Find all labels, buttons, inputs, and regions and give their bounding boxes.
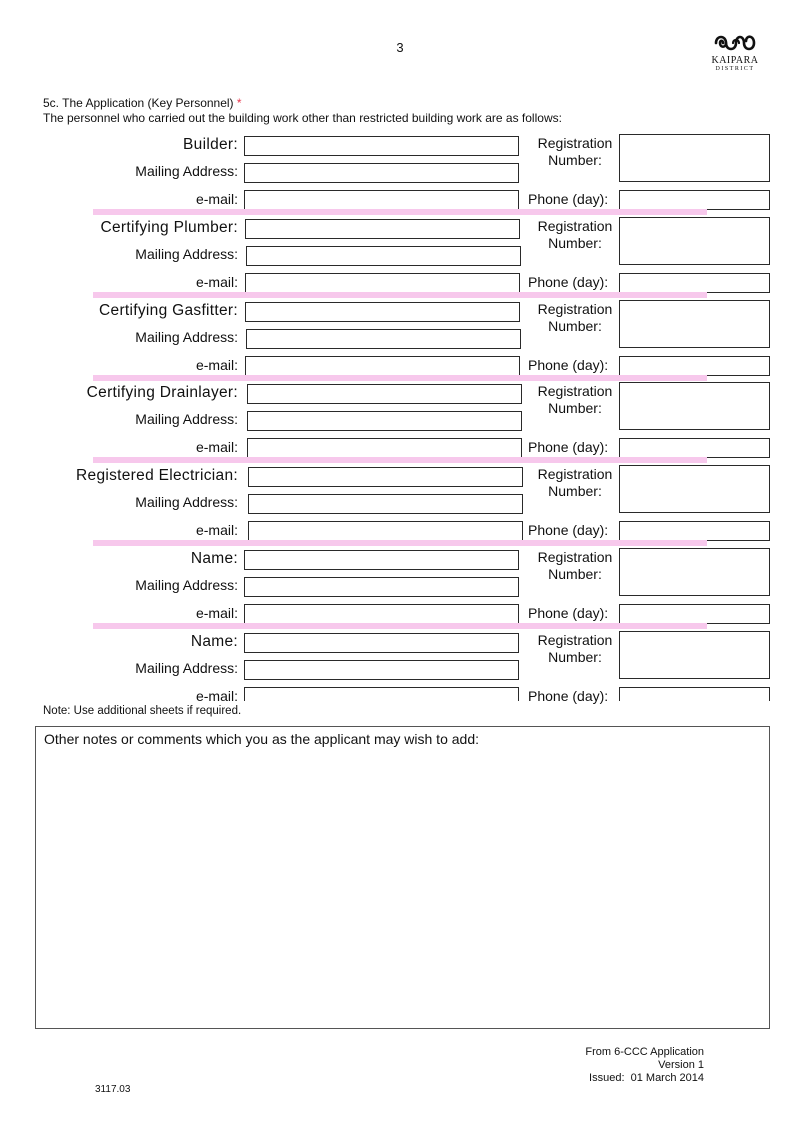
registration-number-field[interactable] (619, 217, 770, 265)
phone-day-label: Phone (day): (528, 687, 609, 704)
comments-box[interactable] (35, 726, 770, 1029)
role-name-field[interactable] (244, 550, 519, 570)
role-name-field[interactable] (247, 384, 522, 404)
personnel-group-registered-electrician-4 (0, 465, 800, 548)
email-label: e-mail: (195, 687, 238, 704)
phone-day-label: Phone (day): (528, 191, 609, 207)
section-separator (93, 540, 707, 546)
personnel-group-certifying-plumber-1 (0, 217, 800, 300)
email-field[interactable] (244, 687, 519, 701)
email-label: e-mail: (195, 522, 238, 539)
personnel-group-name-5 (0, 548, 800, 631)
phone-day-field[interactable] (619, 604, 770, 624)
footer-version: Version 1 (658, 1059, 704, 1071)
kaipara-district-logo (706, 32, 764, 84)
role-label: Name: (190, 550, 238, 567)
section-separator (93, 457, 707, 463)
registration-number-label: Registration Number: (537, 631, 613, 665)
role-name-field[interactable] (244, 633, 519, 653)
email-field[interactable] (244, 604, 519, 624)
mailing-address-field[interactable] (244, 660, 519, 680)
mailing-address-field[interactable] (244, 577, 519, 597)
section-separator (93, 623, 707, 629)
section-heading (43, 96, 242, 110)
registration-number-field[interactable] (619, 300, 770, 348)
footer-issued: Issued: 01 March 2014 (589, 1072, 704, 1084)
phone-day-field[interactable] (619, 273, 770, 293)
mailing-address-label: Mailing Address: (135, 328, 238, 345)
swirl-logo-icon (713, 32, 757, 54)
email-field[interactable] (248, 521, 523, 541)
email-field[interactable] (244, 190, 519, 210)
email-field[interactable] (245, 356, 520, 376)
email-label: e-mail: (195, 356, 238, 373)
logo-subtitle: DISTRICT (715, 66, 755, 72)
role-name-field[interactable] (248, 467, 523, 487)
comments-label: Other notes or comments which you as the applicant may wish to add: (44, 731, 479, 747)
phone-day-field[interactable] (619, 521, 770, 541)
phone-day-label: Phone (day): (528, 273, 609, 290)
mailing-address-field[interactable] (246, 246, 521, 266)
mailing-address-field[interactable] (246, 329, 521, 349)
registration-number-field[interactable] (619, 548, 770, 596)
mailing-address-field[interactable] (244, 163, 519, 183)
role-label: Name: (190, 632, 238, 650)
phone-day-label: Phone (day): (528, 439, 609, 456)
phone-day-label: Phone (day): (528, 522, 609, 539)
email-field[interactable] (245, 273, 520, 293)
mailing-address-label: Mailing Address: (135, 411, 238, 428)
mailing-address-label: Mailing Address: (135, 494, 238, 511)
role-label: Certifying Gasfitter: (99, 301, 238, 319)
phone-day-field[interactable] (619, 190, 770, 210)
personnel-group-builder-0 (0, 134, 800, 217)
registration-number-field[interactable] (619, 465, 770, 513)
section-intro: The personnel who carried out the building work other than restricted building work are as follows: (43, 111, 562, 125)
registration-number-label: Registration Number: (537, 383, 613, 417)
section-heading-text: 5c. The Application (Key Personnel) (43, 96, 234, 110)
registration-number-label: Registration Number: (537, 466, 613, 500)
registration-number-label: Registration Number: (537, 549, 613, 582)
email-field[interactable] (247, 438, 522, 458)
role-label: Builder: (183, 136, 238, 153)
section-separator (93, 209, 707, 215)
phone-day-field[interactable] (619, 356, 770, 376)
required-marker: * (236, 96, 242, 110)
mailing-address-label: Mailing Address: (135, 163, 238, 179)
section-separator (93, 375, 707, 381)
document-code: 3117.03 (95, 1084, 131, 1095)
phone-day-label: Phone (day): (528, 605, 609, 621)
personnel-group-certifying-gasfitter-2 (0, 300, 800, 383)
footer (585, 1046, 704, 1085)
mailing-address-label: Mailing Address: (135, 659, 238, 676)
email-label: e-mail: (195, 439, 238, 456)
role-label: Certifying Drainlayer: (86, 384, 238, 402)
role-name-field[interactable] (244, 136, 519, 156)
role-label: Registered Electrician: (76, 467, 238, 485)
mailing-address-field[interactable] (247, 411, 522, 431)
mailing-address-label: Mailing Address: (135, 577, 238, 593)
email-label: e-mail: (195, 273, 238, 290)
role-label: Certifying Plumber: (100, 218, 238, 236)
role-name-field[interactable] (245, 302, 520, 322)
footer-form: From 6-CCC Application (585, 1046, 704, 1058)
role-name-field[interactable] (245, 219, 520, 239)
phone-day-field[interactable] (619, 687, 770, 701)
phone-day-field[interactable] (619, 438, 770, 458)
email-label: e-mail: (195, 605, 238, 621)
section-separator (93, 292, 707, 298)
email-label: e-mail: (195, 191, 238, 207)
registration-number-label: Registration Number: (537, 217, 613, 251)
additional-sheets-note: Note: Use additional sheets if required. (43, 705, 242, 717)
registration-number-field[interactable] (619, 631, 770, 679)
registration-number-label: Registration Number: (537, 135, 613, 168)
personnel-group-certifying-drainlayer-3 (0, 382, 800, 465)
registration-number-label: Registration Number: (537, 300, 613, 334)
mailing-address-label: Mailing Address: (135, 245, 238, 262)
logo-name: KAIPARA (711, 55, 759, 66)
page-number: 3 (396, 40, 404, 55)
registration-number-field[interactable] (619, 134, 770, 182)
registration-number-field[interactable] (619, 382, 770, 430)
mailing-address-field[interactable] (248, 494, 523, 514)
personnel-group-name-6 (0, 631, 800, 714)
phone-day-label: Phone (day): (528, 356, 609, 373)
